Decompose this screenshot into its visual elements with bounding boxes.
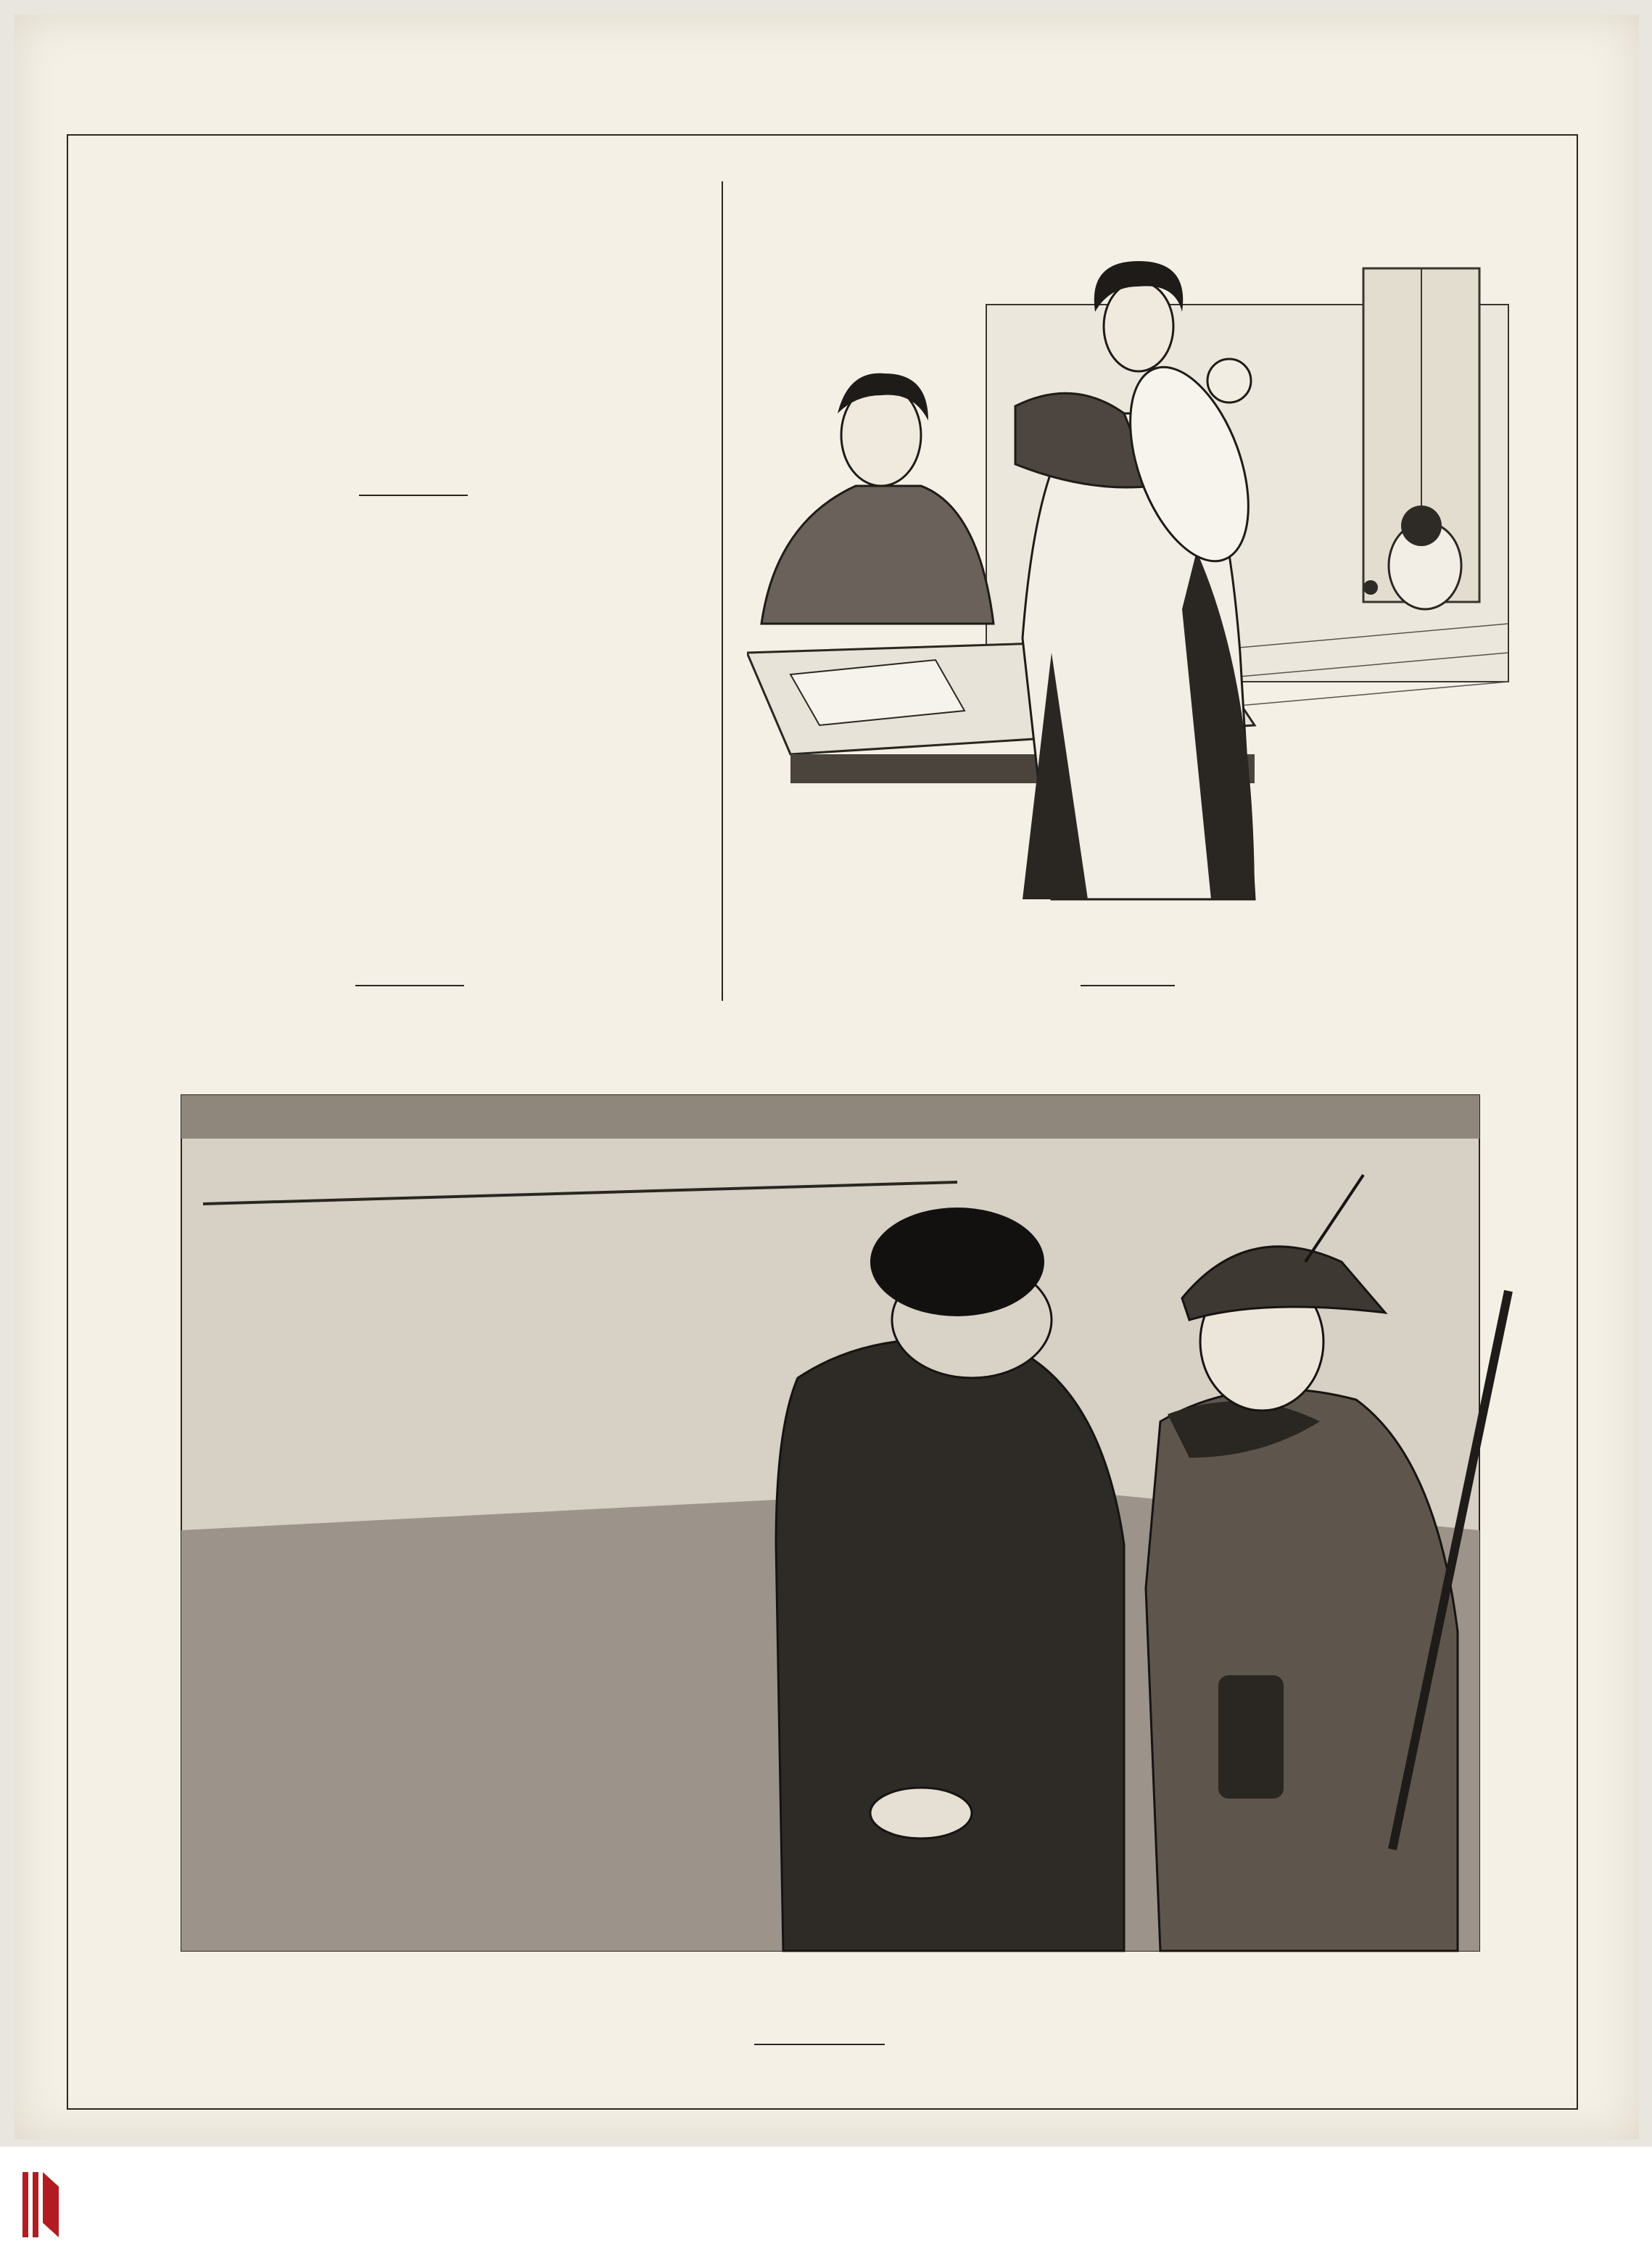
section-rule	[754, 2044, 885, 2045]
mode-dichter-caption-text	[747, 928, 798, 954]
section-rule	[355, 985, 464, 986]
illustration-svg	[747, 247, 1545, 914]
scanned-page	[15, 15, 1639, 2139]
university-library-logo-icon	[18, 2165, 62, 2245]
mode-dichter-illustration	[747, 247, 1545, 914]
bezeichnend-text	[131, 573, 711, 577]
wildprethaendler-illustration	[160, 1081, 1552, 1973]
column-divider	[722, 181, 723, 1001]
section-rule	[1081, 985, 1175, 986]
footer-bar	[0, 2147, 1652, 2262]
mode-dichter-caption	[747, 925, 1556, 958]
section-rule	[359, 495, 468, 496]
illustration-svg	[160, 1081, 1552, 1973]
